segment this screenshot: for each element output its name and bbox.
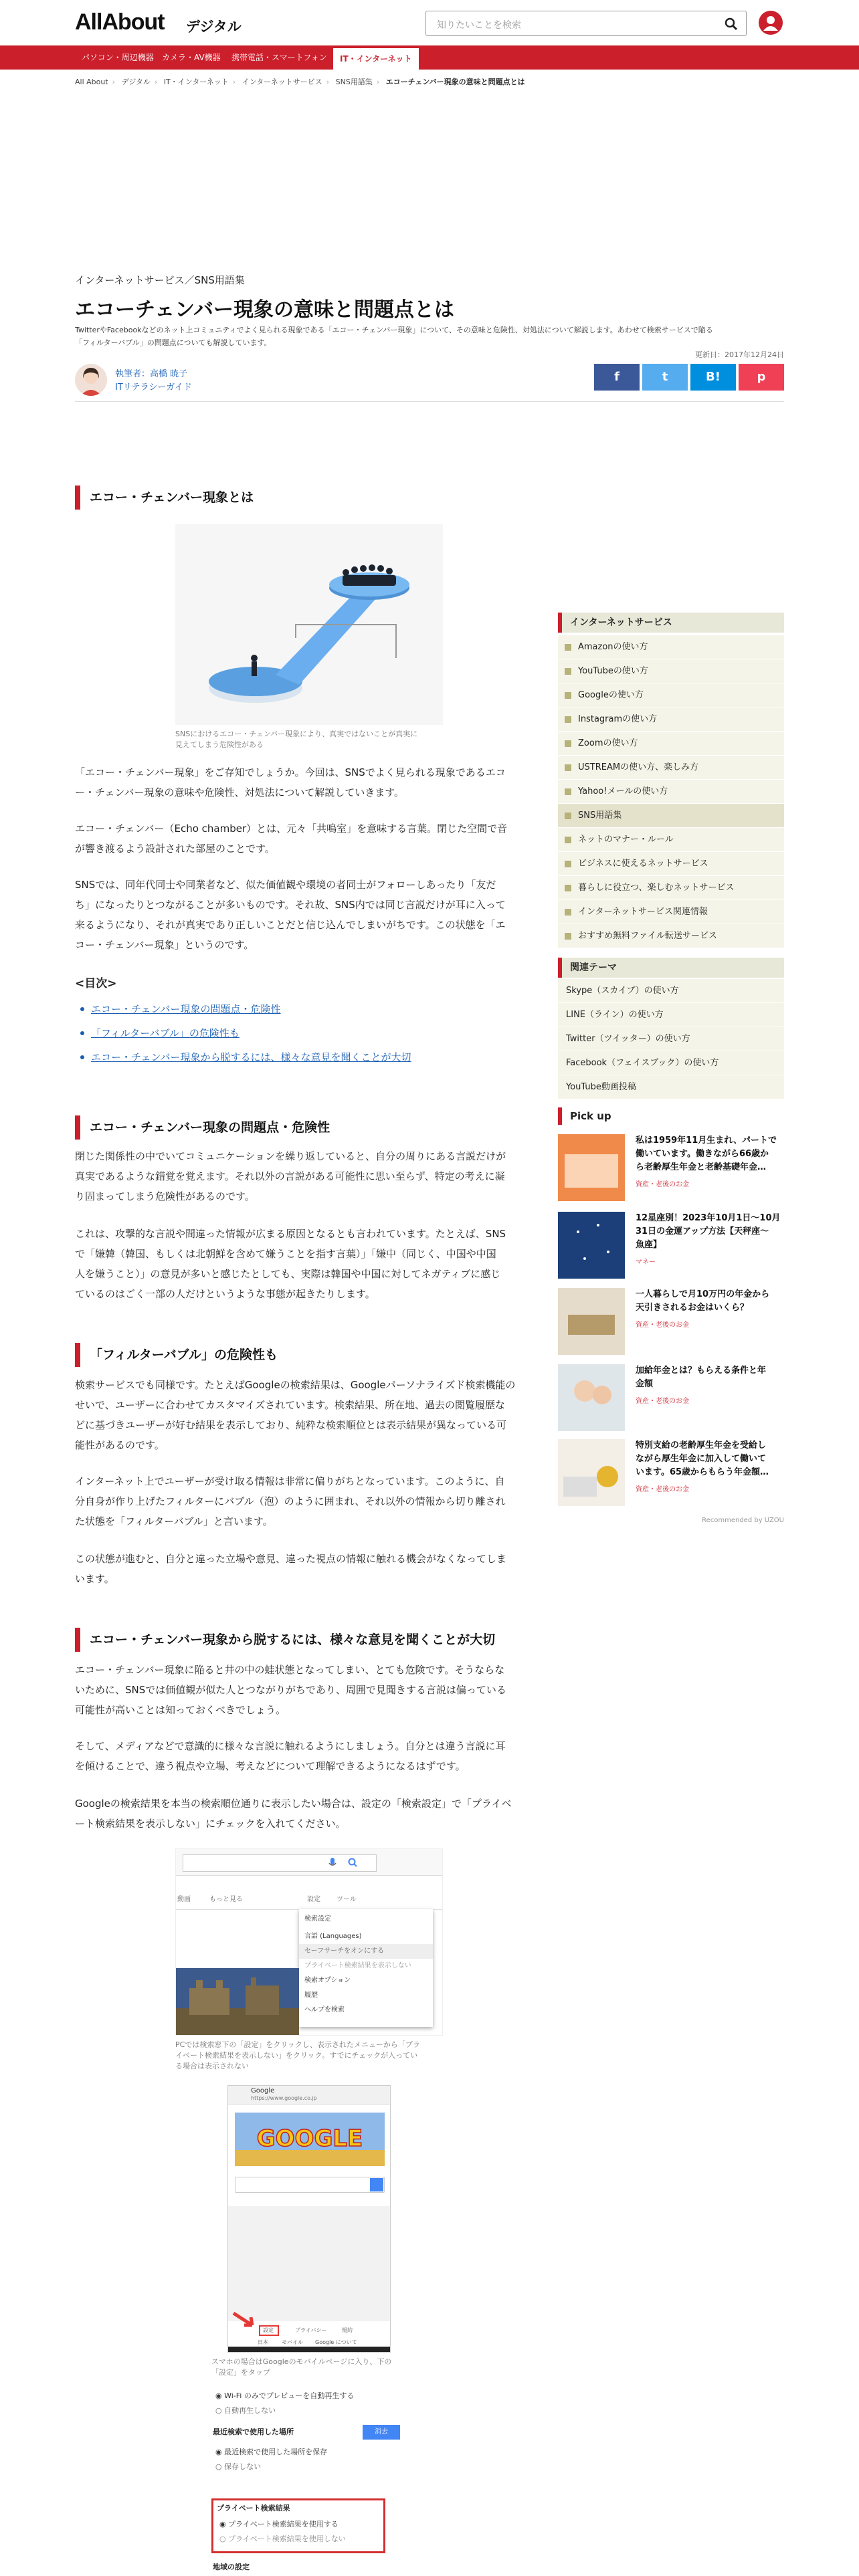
menu-item: 検索設定 [304, 1915, 331, 1923]
article-category[interactable]: インターネットサービス／SNS用語集 [75, 274, 245, 286]
text-line: ているのはごく一部の人だけというような事態が起きたりします。 [75, 1288, 375, 1300]
category-nav [0, 45, 859, 70]
setting-label: プライベート検索結果を使用する [228, 2520, 339, 2529]
author-name[interactable]: 執筆者：高橋 暁子 [115, 369, 188, 379]
paragraph [75, 1736, 547, 1776]
text-line: せいで、ユーザーに合わせてカスタマイズされています。検索結果、所在地、過去の閲覧履歴な [75, 1399, 506, 1411]
caption-line: SNSにおけるエコー・チェンバー現象により、真実ではないことが真実に [175, 730, 418, 738]
text-line: ー・チェンバー現象の意味や危険性、対処法について解説していきます。 [75, 786, 405, 798]
text-line: どに基づきユーザーが好む結果を表示しており、純粋な検索順位とは表示結果が異なっている可 [75, 1419, 507, 1431]
setting-option: ○ 自動再生しない [215, 2406, 276, 2415]
sidebar-item[interactable]: 暮らしに役立つ、楽しむネットサービス [558, 876, 784, 900]
nav-it[interactable]: IT・インターネット [333, 48, 419, 70]
section-heading: エコー・チェンバー現象とは [75, 486, 547, 510]
mobile-about: Google について [315, 2339, 357, 2345]
text-line: 来るようになり、それが真実であり正しいことだと信じ込んでしまいがちです。この状態を「エ [75, 919, 506, 931]
mobile-page-title: Google [251, 2087, 275, 2095]
twitter-share-button[interactable]: t [642, 364, 688, 391]
image-caption [175, 729, 417, 750]
text-line: 可能性が高いことは知っておくべきでしょう。 [75, 1704, 286, 1716]
mobile-google-screenshot [227, 2085, 391, 2353]
title-line: 一人暮らしで月10万円の年金から [636, 1289, 770, 1299]
title-line: 金額 [636, 1379, 654, 1389]
author-avatar[interactable] [75, 364, 107, 396]
text-line: で「嫌韓（韓国、もしくは北朝鮮を含めて嫌うことを指す言葉）」「嫌中（同じく、中国や中国 [75, 1248, 496, 1260]
pickup-category: 資産・老後のお金 [636, 1181, 689, 1188]
sidebar-item[interactable]: おすすめ無料ファイル転送サービス [558, 924, 784, 948]
title-line: 31日の金運アップ方法【天秤座～ [636, 1226, 769, 1237]
pickup-title[interactable] [636, 1439, 784, 1479]
paragraph [75, 1146, 547, 1206]
title-line: 働いています。働きながら66歳か [636, 1149, 769, 1159]
sidebar-item[interactable]: ビジネスに使えるネットサービス [558, 852, 784, 876]
menu-item: セーフサーチをオンにする [299, 1944, 433, 1959]
paragraph [75, 1224, 547, 1304]
caption-line: スマホの場合はGoogleのモバイルページに入り、下の [211, 2357, 392, 2366]
section-logo[interactable]: デジタル [186, 19, 242, 35]
nav-mobile[interactable]: 携帯電話・スマートフォン [231, 53, 327, 62]
menu-item: 言語 (Languages) [304, 1933, 362, 1940]
text-line: 真実であるような錯覚を覚えます。それ以外の言説がある可能性に思い至らず、特定の考えに凝 [75, 1170, 505, 1182]
setting-label: Wi-Fi のみでプレビューを自動再生する [224, 2391, 355, 2400]
text-line: Googleの検索結果を本当の検索順位通りに表示したい場合は、設定の「検索設定」で「プライベ [75, 1798, 512, 1810]
text-line: ート検索結果を表示しない」にチェックを入れてください。 [75, 1818, 346, 1830]
text-line: これは、攻撃的な言説や間違った情報が広まる原因となるとも言われています。たとえば、SNS [75, 1228, 506, 1240]
setting-label: 自動再生しない [224, 2406, 276, 2415]
mobile-settings-screenshot [209, 2386, 409, 2576]
related-item[interactable]: LINE（ライン）の使い方 [558, 1003, 784, 1027]
lead-line: 「フィルターバブル」の問題点についても解説しています。 [75, 338, 272, 347]
pickup-category: 資産・老後のお金 [636, 1321, 689, 1329]
setting-option: ◉ Wi-Fi のみでプレビューを自動再生する [215, 2391, 355, 2400]
setting-option: ◉ プライベート検索結果を使用する [219, 2520, 339, 2529]
caption-line: 見えてしまう危険性がある [175, 740, 264, 749]
paragraph [75, 1471, 547, 1531]
pickup-category: マネー [636, 1259, 656, 1266]
text-line: いために、SNSでは価値観が似た人とつながりがちであり、周囲で見聞きする言説は偏っている [75, 1684, 506, 1696]
sidebar-item[interactable]: USTREAMの使い方、楽しみ方 [558, 756, 784, 780]
title-line: います。65歳からもらう年金額… [636, 1467, 769, 1477]
recommended-by[interactable]: Recommended by UZOU [702, 1517, 784, 1524]
text-line: た状態を「フィルターバブル」と言います。 [75, 1515, 273, 1527]
setting-group-title: プライベート検索結果 [217, 2504, 290, 2512]
setting-label: プライベート検索結果を使用しない [228, 2535, 346, 2543]
arrow-icon [232, 2311, 258, 2329]
related-item[interactable]: Skype（スカイプ）の使い方 [558, 979, 784, 1003]
mobile-settings-link: 設定 [263, 2327, 274, 2333]
text-line: います。 [75, 1573, 114, 1585]
pickup-title[interactable] [636, 1364, 784, 1391]
facebook-share-button[interactable]: f [594, 364, 640, 391]
text-line: り固まってしまう危険性があるのです。 [75, 1190, 255, 1202]
header-divider [75, 401, 784, 402]
lead-line: TwitterやFacebookなどのネット上コミュニティでよく見られる現象である「エコー・チェンバー現象」について、その意味と危険性、対処法について解説します。あわせて検索サービスで陥る [75, 326, 713, 334]
text-line: エコー・チェンバー現象に陥ると井の中の蛙状態となってしまい、とても危険です。そうならな [75, 1664, 505, 1676]
pickup-heading: Pick up [558, 1107, 784, 1125]
pickup-thumbnail[interactable] [558, 1134, 625, 1201]
breadcrumb: All About › デジタル › IT・インターネット › インターネットサービス › SNS用語集 › エコーチェンバー現象の意味と問題点とは [75, 78, 525, 86]
pickup-title[interactable] [636, 1288, 784, 1315]
mobile-url: https://www.google.co.jp [251, 2095, 317, 2101]
pickup-thumbnail[interactable] [558, 1288, 625, 1355]
related-item[interactable]: Facebook（フェイスブック）の使い方 [558, 1051, 784, 1075]
search-box[interactable] [425, 11, 747, 36]
title-line: 魚座】 [636, 1240, 662, 1250]
setting-label: 保存しない [224, 2462, 262, 2471]
google-doodle [235, 2113, 385, 2166]
setting-group-title: 地域の設定 [213, 2563, 250, 2571]
caption-line: る場合は表示されない [175, 2062, 249, 2070]
caption-line: イベート検索結果を表示しない」をクリック。すでにチェックが入ってい [175, 2051, 418, 2060]
setting-option: ○ プライベート検索結果を使用しない [219, 2535, 346, 2543]
mobile-mobile: モバイル [282, 2339, 303, 2345]
sidebar-item[interactable]: インターネットサービス関連情報 [558, 900, 784, 924]
title-line: 特別支給の老齢厚生年金を受給し [636, 1440, 767, 1451]
hatena-share-button[interactable]: B! [690, 364, 736, 391]
text-line: 「エコー・チェンバー現象」をご存知でしょうか。今回は、SNSでよく見られる現象であるエコ [75, 766, 506, 778]
text-line: 閉じた関係性の中でいてコミュニケーションを繰り返していると、自分の周りにある言説だけが [75, 1150, 506, 1162]
related-item[interactable]: YouTube動画投稿 [558, 1075, 784, 1099]
text-line: この状態が進むと、自分と違った立場や意見、違った視点の情報に触れる機会がなくなってしま [75, 1553, 507, 1565]
toc-link[interactable]: エコー・チェンバー現象の問題点・危険性 [91, 1003, 281, 1015]
related-heading: 関連テーマ [558, 958, 784, 978]
text-line: 能性があるのです。 [75, 1439, 165, 1451]
pickup-thumbnail[interactable] [558, 1439, 625, 1506]
title-line: 12星座別！2023年10月1日～10月 [636, 1213, 781, 1223]
crumb-it[interactable]: IT・インターネット [163, 78, 229, 86]
caption-line: PCでは検索窓下の「設定」をクリックし、表示されたメニューから「プラ [175, 2040, 420, 2049]
paragraph [75, 1660, 547, 1720]
svg-text:GOOGLE: GOOGLE [256, 2125, 363, 2152]
nav-camera[interactable]: カメラ・AV機器 [162, 53, 221, 62]
text-line: エコー・チェンバー（Echo chamber）とは、元々「共鳴室」を意味する言葉。閉じた空間で音 [75, 823, 508, 835]
user-icon[interactable] [759, 11, 783, 35]
pickup-category: 資産・老後のお金 [636, 1398, 689, 1405]
setting-group-title: 最近検索で使用した場所 [213, 2428, 294, 2436]
tab-video: 動画 [177, 1896, 191, 1903]
text-line: 人を嫌うこと）」の意見が多いと感じたとしても、実際は韓国や中国に対してネガティブに感じ [75, 1268, 501, 1280]
menu-item: 履歴 [304, 1992, 318, 1999]
sidebar-item-current[interactable]: SNS用語集 [558, 804, 784, 828]
pickup-title[interactable] [636, 1134, 784, 1174]
toc-link[interactable]: 「フィルターバブル」の危険性も [91, 1027, 240, 1039]
clear-button: 消去 [363, 2425, 400, 2440]
tab-settings: 設定 [307, 1896, 320, 1903]
section-heading: 「フィルターバブル」の危険性も [75, 1343, 547, 1367]
sidebar-item[interactable]: Googleの使い方 [558, 683, 784, 708]
update-date: 更新日：2017年12月24日 [695, 350, 784, 359]
settings-menu [299, 1909, 433, 2027]
mobile-terms-link: 規約 [342, 2327, 353, 2333]
sidebar-item[interactable]: ネットのマナー・ルール [558, 828, 784, 852]
tower-photo [176, 1968, 299, 2036]
paragraph [75, 1375, 547, 1455]
crumb-digital[interactable]: デジタル [121, 78, 151, 86]
menu-item: ヘルプを検索 [304, 2006, 345, 2014]
section-heading: エコー・チェンバー現象の問題点・危険性 [75, 1115, 547, 1140]
nav-pc[interactable]: パソコン・周辺機器 [82, 53, 154, 62]
pickup-category: 資産・老後のお金 [636, 1486, 689, 1493]
toc-title: <目次> [75, 977, 117, 990]
pc-settings-screenshot [175, 1848, 443, 2036]
article-lead [75, 324, 784, 349]
echo-chamber-illustration [175, 524, 443, 725]
setting-option: ○ 保存しない [215, 2462, 262, 2471]
sidebar-item[interactable]: Amazonの使い方 [558, 635, 784, 659]
setting-option: ◉ 最近検索で使用した場所を保存 [215, 2448, 328, 2456]
toc-link[interactable]: エコー・チェンバー現象から脱するには、様々な意見を聞くことが大切 [91, 1051, 411, 1063]
crumb-service[interactable]: インターネットサービス [242, 78, 322, 86]
search-icon[interactable] [725, 17, 738, 31]
paragraph [75, 875, 547, 955]
sidebar-item[interactable]: Instagramの使い方 [558, 708, 784, 732]
menu-item: 検索オプション [304, 1977, 351, 1984]
pickup-thumbnail[interactable] [558, 1364, 625, 1431]
site-header [0, 0, 859, 45]
site-logo[interactable]: AllAbout [75, 9, 165, 35]
mobile-region: 日本 [258, 2339, 268, 2345]
pocket-share-button[interactable]: p [739, 364, 784, 391]
pickup-thumbnail[interactable] [558, 1212, 625, 1279]
setting-label: 最近検索で使用した場所を保存 [224, 2448, 328, 2456]
sidebar-item[interactable]: Yahoo!メールの使い方 [558, 780, 784, 804]
title-line: ら老齢厚生年金と老齢基礎年金… [636, 1162, 767, 1172]
image-caption [175, 2040, 420, 2072]
tab-tools: ツール [337, 1896, 357, 1903]
mobile-privacy-link: プライバシー [295, 2327, 327, 2333]
related-item[interactable]: Twitter（ツイッター）の使い方 [558, 1027, 784, 1051]
title-line: 天引きされるお金はいくら？ [636, 1303, 749, 1313]
sidebar-item[interactable]: YouTubeの使い方 [558, 659, 784, 683]
title-line: 加給年金とは？もらえる条件と年 [636, 1366, 767, 1376]
text-line: が響き渡るよう設計された部屋のことです。 [75, 843, 275, 855]
search-input[interactable]: 知りたいことを検索 [437, 20, 521, 31]
text-line: を傾けることで、違う視点や立場、考えなどについて理解できるようになるはずです。 [75, 1760, 466, 1772]
paragraph [75, 762, 547, 802]
title-line: 私は1959年11月生まれ、パートで [636, 1136, 777, 1146]
pickup-title[interactable] [636, 1212, 784, 1252]
crumb-allabout[interactable]: All About [75, 78, 108, 86]
paragraph [75, 819, 547, 859]
sidebar-item[interactable]: Zoomの使い方 [558, 732, 784, 756]
title-line: ながら厚生年金に加入して働いて [636, 1454, 767, 1464]
author-role[interactable]: ITリテラシーガイド [115, 383, 192, 393]
crumb-sns[interactable]: SNS用語集 [335, 78, 373, 86]
crumb-current: エコーチェンバー現象の意味と問題点とは [385, 78, 525, 86]
text-line: SNSでは、同年代同士や同業者など、似た価値観や環境の者同士がフォローしあったり「友だ [75, 879, 496, 891]
text-line: 分自身が作り上げたフィルターにバブル（泡）のように囲まれ、それ以外の情報から切り離され [75, 1495, 506, 1507]
paragraph [75, 1549, 547, 1589]
search-icon [347, 1857, 358, 1868]
text-line: コー・チェンバー現象」というのです。 [75, 939, 254, 951]
paragraph [75, 1794, 547, 1834]
mic-icon [327, 1857, 338, 1869]
sidebar-heading: インターネットサービス [558, 613, 784, 633]
tab-more: もっと見る [209, 1896, 243, 1903]
page-title: エコーチェンバー現象の意味と問題点とは [75, 298, 454, 322]
text-line: そして、メディアなどで意識的に様々な言説に触れるようにしましょう。自分とは違う言説に耳 [75, 1740, 506, 1752]
section-heading: エコー・チェンバー現象から脱するには、様々な意見を聞くことが大切 [75, 1628, 547, 1652]
text-line: インターネット上でユーザーが受け取る情報は非常に偏りがちとなっています。このように、自 [75, 1475, 505, 1487]
caption-line: 「設定」をタップ [211, 2368, 270, 2377]
image-caption [211, 2357, 391, 2378]
menu-item: プライベート検索結果を表示しない [304, 1962, 411, 1969]
text-line: ち」になったりとつながることが多いものです。それ故、SNS内では同じ言説だけが耳に入って [75, 899, 506, 911]
text-line: 検索サービスでも同様です。たとえばGoogleの検索結果は、Googleパーソナライズド検索機能の [75, 1379, 516, 1391]
